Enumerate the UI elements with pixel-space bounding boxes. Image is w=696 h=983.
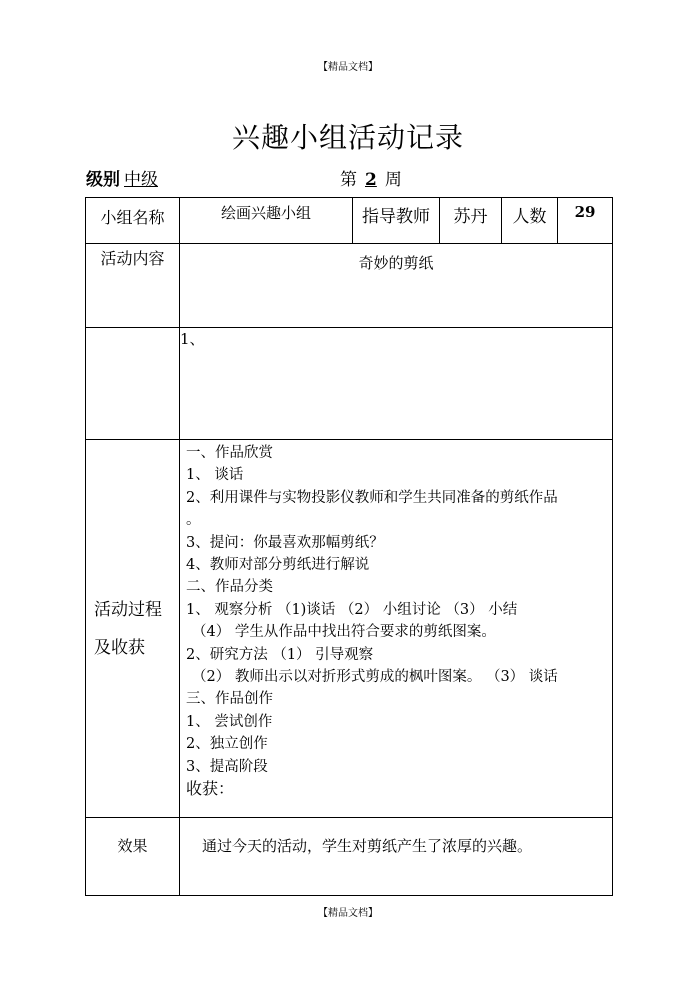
process-line: 1、 尝试创作: [186, 713, 273, 730]
process-content: [180, 440, 613, 818]
table-row: [86, 328, 613, 440]
process-label-line2: 及收获: [94, 637, 145, 658]
document-title: 兴趣小组活动记录: [231, 121, 464, 154]
process-line: 三、作品创作: [186, 691, 273, 708]
process-line: 3、提高阶段: [186, 758, 268, 775]
teacher-label: 指导教师: [353, 198, 440, 244]
process-line: 一、作品欣赏: [186, 445, 273, 461]
process-label: [86, 440, 180, 818]
process-line: （4） 学生从作品中找出符合要求的剪纸图案。: [192, 624, 496, 641]
table-row: [86, 198, 613, 244]
process-line: 2、独立创作: [186, 736, 268, 753]
table-row: [86, 244, 613, 328]
week-suffix: 周: [384, 170, 402, 190]
level-label: 级别: [86, 170, 120, 190]
process-label-line1: 活动过程: [94, 599, 162, 620]
process-line: 1、 谈话: [186, 467, 244, 484]
page-footer: 【精品文档】: [318, 908, 378, 919]
effect-label: 效果: [86, 818, 180, 896]
blank-label-cell: [86, 328, 180, 440]
process-line: 2、研究方法 （1） 引导观察: [186, 646, 374, 663]
process-line: 。: [186, 512, 201, 529]
table-row: [86, 818, 613, 896]
teacher-value: 苏丹: [440, 198, 502, 244]
process-line: （2） 教师出示以对折形式剪成的枫叶图案。 （3） 谈话: [192, 669, 558, 686]
content-value: 奇妙的剪纸: [180, 244, 613, 328]
week-number: 2: [365, 170, 377, 190]
effect-value: 通过今天的活动，学生对剪纸产生了浓厚的兴趣。: [180, 818, 613, 896]
activity-record-table: [85, 197, 613, 896]
group-name-label: 小组名称: [86, 198, 180, 244]
level-field: [86, 165, 176, 190]
process-line: 4、教师对部分剪纸进行解说: [186, 557, 370, 574]
table-row: [86, 440, 613, 818]
level-value: 中级: [124, 170, 158, 190]
process-line: 2、利用课件与实物投影仪教师和学生共同准备的剪纸作品: [186, 489, 558, 506]
count-value: 29: [558, 198, 613, 244]
process-line: 收获：: [186, 779, 235, 799]
process-line: 3、提问：你最喜欢那幅剪纸？: [186, 534, 384, 551]
group-name-value: 绘画兴趣小组: [180, 198, 353, 244]
count-label: 人数: [502, 198, 558, 244]
week-field: [340, 165, 402, 190]
page-header: 【精品文档】: [318, 62, 378, 73]
content-label: 活动内容: [86, 244, 180, 328]
process-line: 1、 观察分析 （1)谈话 （2） 小组讨论 （3） 小结: [186, 601, 518, 618]
process-line: 二、作品分类: [186, 579, 273, 596]
blank-row-text: 1、: [180, 328, 613, 440]
week-prefix: 第: [340, 170, 357, 190]
